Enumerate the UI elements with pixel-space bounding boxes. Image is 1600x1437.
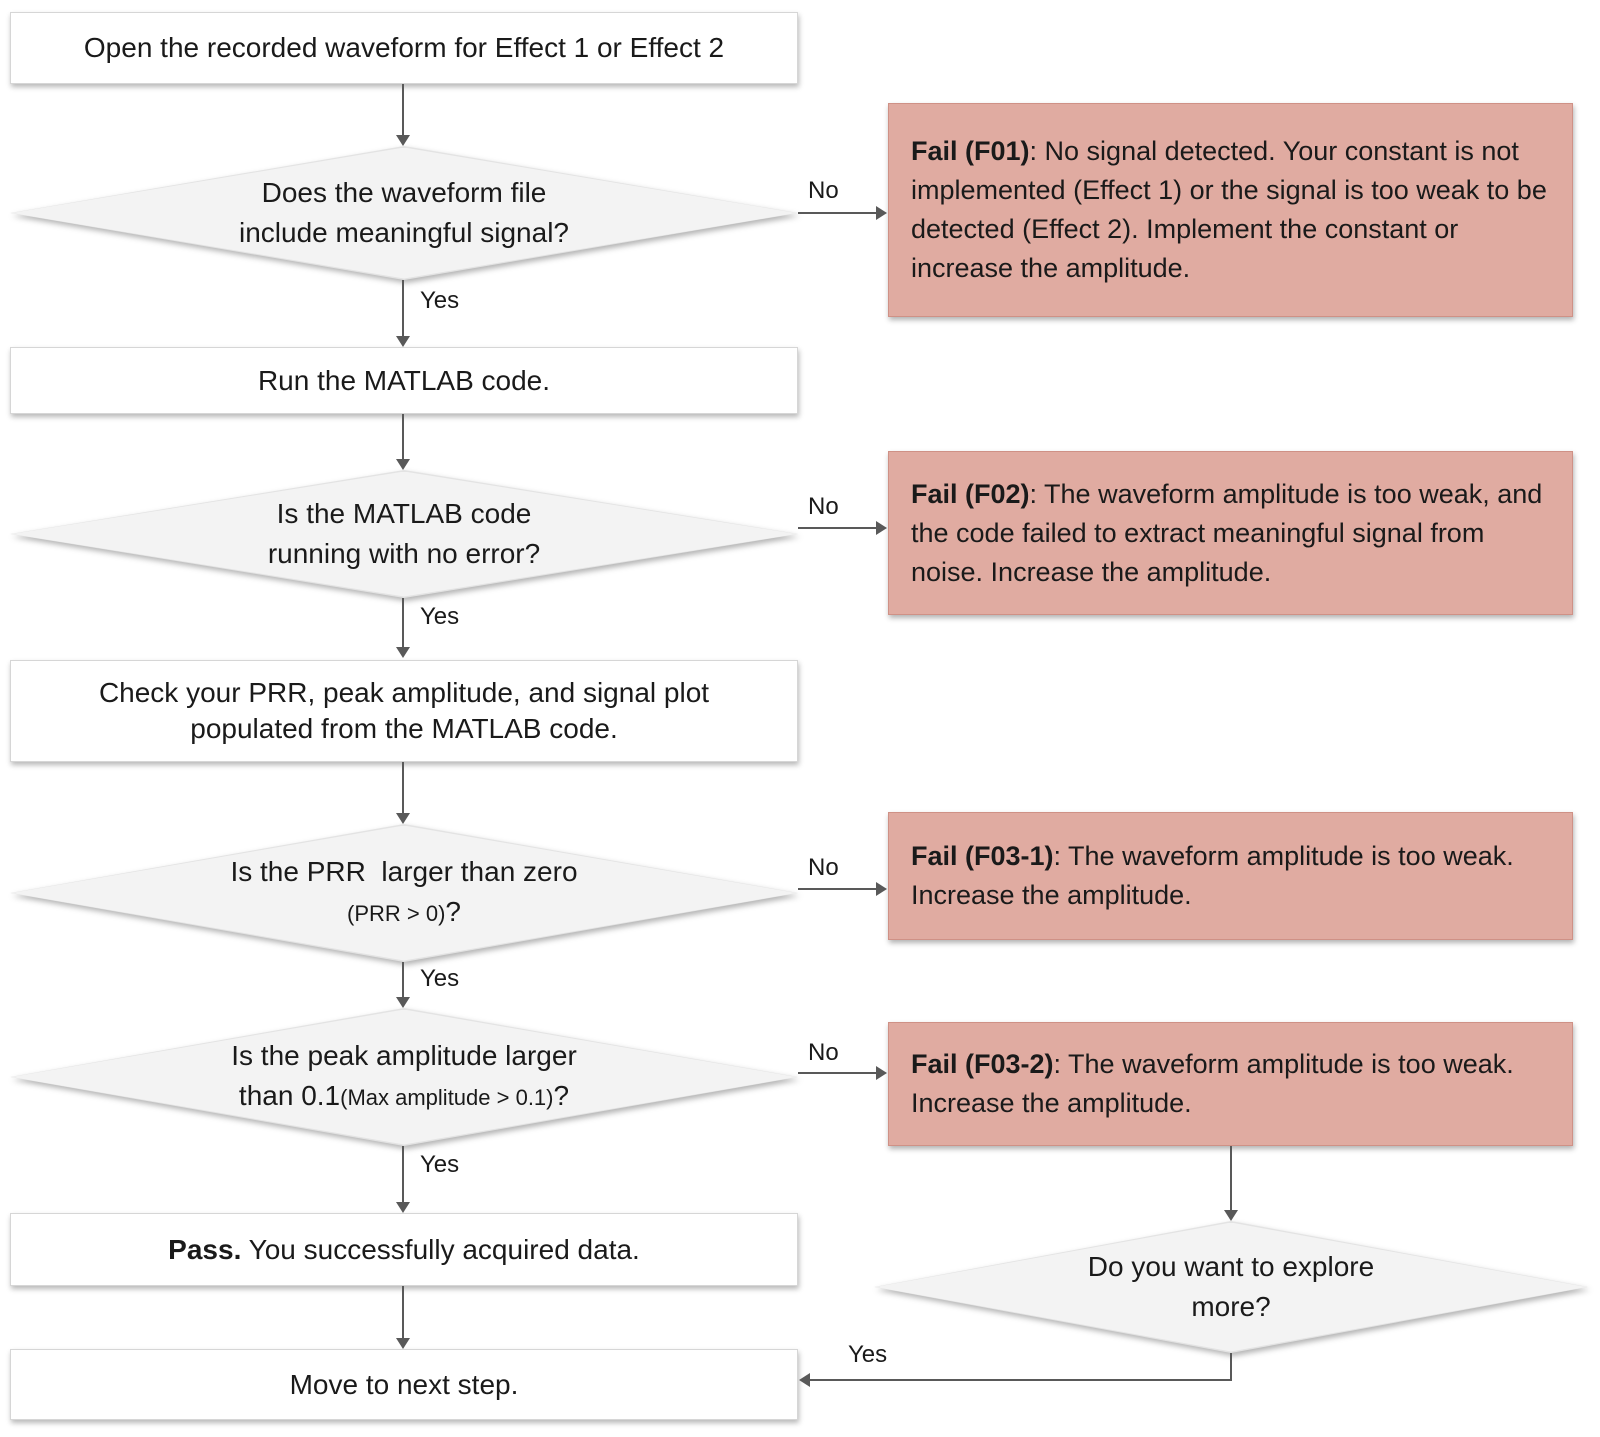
start-box-label: Open the recorded waveform for Effect 1 or Effect 2 — [83, 32, 725, 63]
signal-check-line1: Does the waveform file — [261, 177, 547, 208]
edge-label-yes-5: Yes — [848, 1341, 888, 1368]
amplitude-check-threshold: than 0.1 — [238, 1080, 341, 1111]
fail-f02-text — [911, 475, 1550, 592]
prr-check-diamond — [10, 824, 798, 962]
prr-check-line2 — [347, 892, 461, 934]
check-outputs-line2: populated from the MATLAB code. — [190, 713, 618, 744]
fail-f02-title: Fail (F02) — [911, 478, 1030, 509]
arrow-error-check-to-f02 — [798, 527, 876, 529]
edge-label-yes-3: Yes — [420, 965, 460, 992]
fail-f01-title: Fail (F01) — [911, 136, 1030, 166]
error-check-line1: Is the MATLAB code — [276, 498, 532, 529]
prr-check-question-mark: ? — [445, 896, 461, 927]
edge-label-no-4: No — [808, 1039, 839, 1066]
pass-box-title: Pass. — [168, 1233, 242, 1265]
start-box — [10, 12, 798, 84]
amplitude-check-line2 — [239, 1076, 569, 1118]
fail-f02-box — [888, 451, 1573, 615]
signal-check-diamond — [10, 146, 798, 280]
fail-f03-1-text — [911, 837, 1550, 915]
arrow-explore-to-move-segment-left — [810, 1379, 1232, 1381]
edge-label-yes-2: Yes — [420, 603, 460, 630]
arrow-signal-check-to-run — [402, 280, 404, 336]
fail-f02-body: : The waveform amplitude is too weak, and the code failed to extract meaningful signal from noise. Increase the amplitude. — [911, 478, 1543, 587]
edge-label-no-1: No — [808, 177, 839, 204]
amplitude-check-question-mark: ? — [553, 1080, 570, 1111]
run-matlab-label: Run the MATLAB code. — [257, 364, 551, 396]
edge-label-yes-4: Yes — [420, 1151, 460, 1178]
check-outputs-box — [10, 660, 798, 762]
amplitude-check-line1: Is the peak amplitude larger — [231, 1040, 577, 1071]
arrow-prr-check-to-amplitude-check — [402, 962, 404, 997]
pass-box-body: You successfully acquired data. — [241, 1233, 640, 1265]
arrow-run-to-error-check — [402, 414, 404, 459]
error-check-line2: running with no error? — [267, 538, 541, 569]
fail-f03-1-body: : The waveform amplitude is too weak. Increase the amplitude. — [911, 841, 1514, 910]
amplitude-check-condition: (Max amplitude > 0.1) — [340, 1085, 554, 1110]
arrow-pass-to-move-next — [402, 1286, 404, 1338]
arrow-amplitude-check-to-f03-2 — [798, 1072, 876, 1074]
fail-f01-text — [911, 132, 1550, 288]
signal-check-line2: include meaningful signal? — [239, 217, 569, 248]
explore-line2: more? — [1191, 1291, 1271, 1322]
fail-f03-2-title: Fail (F03-2) — [911, 1049, 1054, 1079]
arrow-explore-to-move-segment-down — [1230, 1353, 1232, 1381]
error-check-diamond — [10, 470, 798, 598]
run-matlab-box — [10, 347, 798, 414]
prr-check-line1: Is the PRR larger than zero — [230, 856, 578, 887]
check-outputs-line1: Check your PRR, peak amplitude, and signal plot — [98, 677, 710, 708]
arrow-prr-check-to-f03-1 — [798, 888, 876, 890]
arrow-check-outputs-to-prr-check — [402, 762, 404, 813]
move-next-label: Move to next step. — [289, 1368, 519, 1400]
fail-f01-box — [888, 103, 1573, 317]
fail-f01-body: : No signal detected. Your constant is not implemented (Effect 1) or the signal is too weak to be detected (Effect 2). Implement the constant or increase the amplitude. — [911, 136, 1547, 283]
fail-f03-1-box — [888, 812, 1573, 940]
arrow-amplitude-check-to-pass — [402, 1146, 404, 1202]
pass-box — [10, 1213, 798, 1286]
edge-label-yes-1: Yes — [420, 287, 460, 314]
arrow-signal-check-to-f01 — [798, 212, 876, 214]
edge-label-no-3: No — [808, 854, 839, 881]
fail-f03-2-text — [911, 1045, 1550, 1123]
fail-f03-2-box — [888, 1022, 1573, 1146]
explore-line1: Do you want to explore — [1087, 1251, 1375, 1282]
arrow-start-to-signal-check — [402, 84, 404, 135]
edge-label-no-2: No — [808, 493, 839, 520]
arrow-f03-2-to-explore — [1230, 1146, 1232, 1210]
fail-f03-1-title: Fail (F03-1) — [911, 841, 1054, 871]
pass-box-text — [168, 1232, 640, 1268]
fail-f03-2-body: : The waveform amplitude is too weak. Increase the amplitude. — [911, 1049, 1514, 1118]
explore-diamond — [874, 1221, 1588, 1353]
prr-check-condition: (PRR > 0) — [347, 901, 446, 926]
move-next-box — [10, 1349, 798, 1420]
amplitude-check-diamond — [10, 1008, 798, 1146]
arrow-error-check-to-check-outputs — [402, 598, 404, 647]
